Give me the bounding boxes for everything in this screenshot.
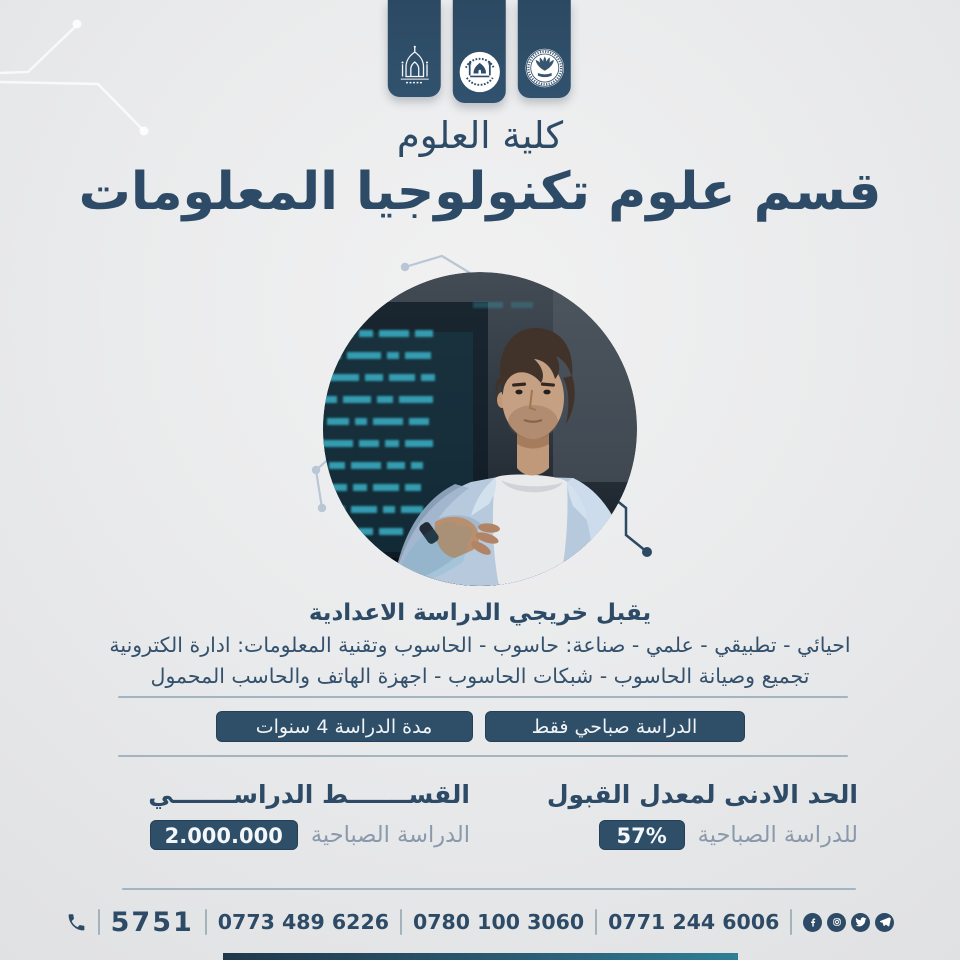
duration-pill[interactable]: مدة الدراسة 4 سنوات (216, 711, 473, 742)
instagram-icon[interactable] (827, 913, 846, 932)
shrine-line-emblem-icon (393, 43, 435, 89)
tuition-title: القســـــــط الدراســـــــي (148, 780, 470, 809)
ministry-seal-ribbon (518, 0, 571, 98)
ministry-seal-icon (522, 46, 566, 90)
admission-majors-line: تجميع وصيانة الحاسوب - شبكات الحاسوب - اجهزة الهاتف والحاسب المحمول (150, 664, 810, 688)
footer-separator (98, 909, 100, 935)
phone-number-1[interactable]: 0773 489 6226 (217, 910, 389, 934)
acceptance-block (547, 777, 858, 850)
study-pills (0, 711, 960, 742)
admission-heading: يقبل خريجي الدراسة الاعدادية (308, 600, 652, 626)
footer-separator (205, 909, 207, 935)
admission-tracks-line: احيائي - تطبيقي - علمي - صناعة: حاسوب - الحاسوب وتقنية المعلومات: ادارة الكترونية (109, 633, 851, 657)
bottom-accent-bar (223, 953, 738, 960)
phone-icon (66, 912, 87, 933)
divider-footer (122, 888, 856, 890)
department-title: قسم علوم تكنولوجيا المعلومات (78, 162, 882, 222)
footer-separator (595, 909, 597, 935)
acceptance-rate-value: 57% (599, 820, 685, 850)
student-photo (323, 272, 637, 586)
phone-number-2[interactable]: 0780 100 3060 (412, 910, 585, 934)
acceptance-sublabel: للدراسة الصباحية (697, 822, 858, 848)
tuition-block (148, 777, 470, 850)
footer-separator (790, 909, 792, 935)
phone-number-3[interactable]: 0771 244 6006 (608, 910, 780, 934)
footer-contact-bar (0, 902, 960, 942)
tuition-fee-value: 2.000.000 (150, 820, 298, 850)
telegram-icon[interactable] (875, 913, 894, 932)
shrine-line-emblem-ribbon (388, 0, 441, 97)
holy-shrine-seal-icon (456, 49, 502, 95)
footer-separator (400, 909, 402, 935)
social-icons (803, 913, 894, 932)
tuition-sublabel: الدراسة الصباحية (310, 822, 470, 848)
morning-only-pill[interactable]: الدراسة صباحي فقط (485, 711, 745, 742)
admission-section (0, 597, 960, 692)
divider-middle (118, 755, 848, 757)
divider-top (118, 696, 848, 698)
facebook-icon[interactable] (803, 913, 822, 932)
acceptance-title: الحد الادنى لمعدل القبول (546, 780, 858, 809)
twitter-icon[interactable] (851, 913, 870, 932)
college-title: كلية العلوم (396, 114, 564, 157)
logo-ribbons (388, 0, 571, 103)
holy-shrine-seal-ribbon (453, 0, 506, 103)
short-number[interactable]: 5751 (110, 906, 194, 938)
